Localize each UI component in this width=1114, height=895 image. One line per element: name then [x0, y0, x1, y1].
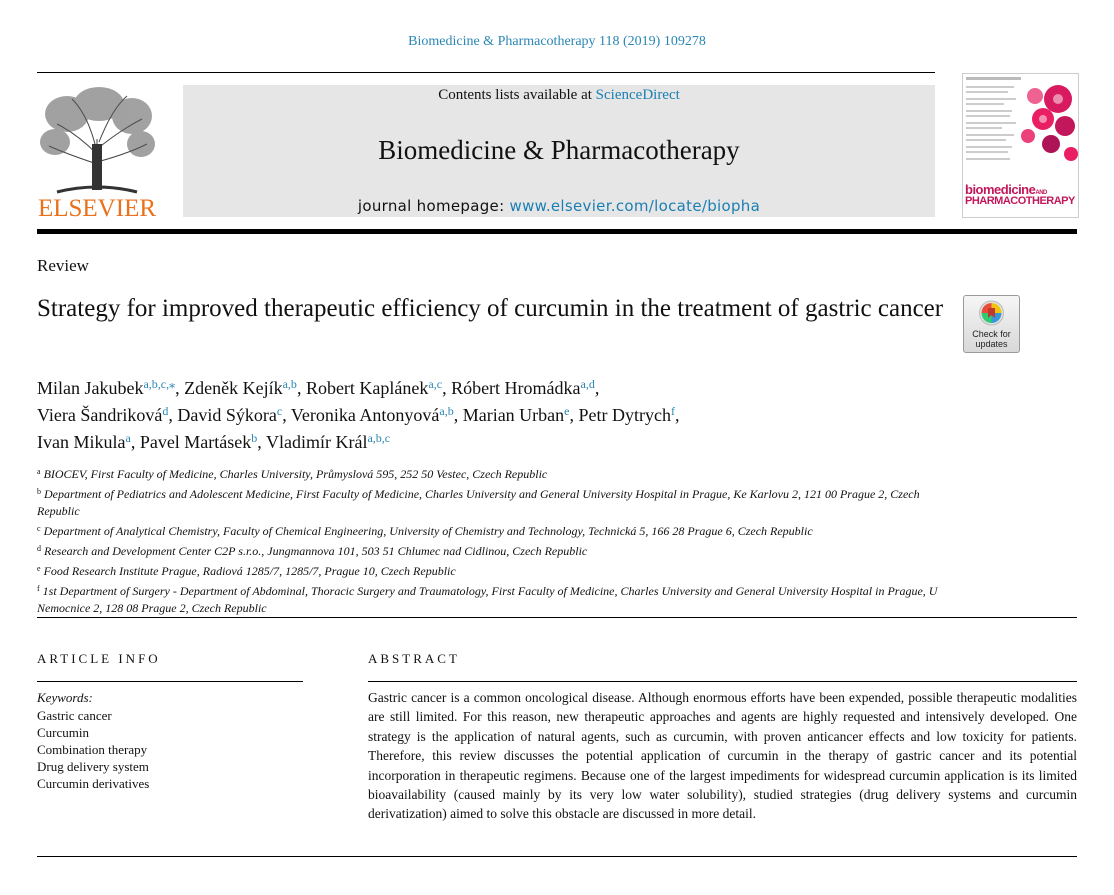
affiliation-list — [37, 463, 947, 617]
bottom-rule — [37, 856, 1077, 857]
homepage-link[interactable]: www.elsevier.com/locate/biopha — [509, 197, 761, 215]
author-name[interactable]: Veronika Antonyová — [290, 405, 440, 425]
article-info-heading: ARTICLE INFO — [37, 651, 161, 666]
author-affiliation-marks[interactable]: c — [276, 404, 283, 418]
article-info-rule — [37, 681, 303, 682]
author-list: Milan Jakubek$^{a,b,c,⁎}$, Zdeněk Kejík$^{a,b}$, Robert Kaplánek$^{a,c}$, Róbert Hromádka$^{a,d}$, Viera Šandriková$^d$, David Sýkora$^c$, Veronika Antonyová$^{a,b}$, Marian Urban$^e$, Petr Dytrych$^f$, Ivan Mikula$^a$, Pavel Martásek$^b$, Vladimír Král$^{a,b,c}$ — [37, 377, 680, 452]
abstract-rule — [368, 681, 1077, 682]
affiliation-text: Food Research Institute Prague, Radiová 1285/7, 1285/7, Prague 10, Czech Republic — [40, 564, 456, 578]
author-name[interactable]: Pavel Martásek — [139, 432, 252, 452]
cover-title-2: PHARMACOTHERAPY — [965, 195, 1075, 207]
author-affiliation-marks[interactable]: a — [125, 431, 131, 445]
affiliation-text: Department of Pediatrics and Adolescent Medicine, First Faculty of Medicine, Charles University and General University Hospital in Prague, Ke Karlovu 2, 121 00 Prague 2, Czech Republic — [37, 487, 920, 518]
author-affiliation-marks[interactable]: f — [670, 404, 675, 418]
author-name[interactable]: Robert Kaplánek — [305, 378, 429, 398]
author-affiliation-marks[interactable]: a,b,c,⁎ — [143, 377, 176, 391]
journal-title: Biomedicine & Pharmacotherapy — [378, 135, 740, 165]
crossmark-label: Check for updates — [972, 329, 1011, 349]
publisher-name: ELSEVIER — [37, 195, 157, 222]
affiliation-text: Department of Analytical Chemistry, Faculty of Chemical Engineering, University of Chemistry and Technology, Technická 5, 166 28 Prague 6, Czech Republic — [40, 524, 813, 538]
author-affiliation-marks[interactable]: a,d — [580, 377, 595, 391]
affiliation-item — [37, 463, 947, 483]
affiliation-item — [37, 483, 947, 520]
journal-cover-image[interactable] — [962, 73, 1079, 218]
keyword-item: Drug delivery system — [37, 759, 149, 774]
affiliation-item — [37, 560, 947, 580]
header-thick-rule — [37, 229, 1077, 234]
check-for-updates-button[interactable] — [963, 295, 1020, 353]
author-affiliation-marks[interactable]: a,b — [282, 377, 297, 391]
author-name[interactable]: Viera Šandriková — [37, 405, 163, 425]
cover-title-1: biomedicineAND — [965, 182, 1047, 197]
author-name[interactable]: Ivan Mikula — [37, 432, 126, 452]
author-name[interactable]: Vladimír Král — [265, 432, 368, 452]
keyword-item: Gastric cancer — [37, 708, 112, 723]
author-name[interactable]: Marian Urban — [462, 405, 565, 425]
affiliation-text: BIOCEV, First Faculty of Medicine, Charles University, Průmyslová 595, 252 50 Vestec, Czech Republic — [40, 467, 548, 481]
author-affiliation-marks[interactable]: d — [162, 404, 169, 418]
article-type: Review — [37, 256, 89, 275]
homepage-prefix: journal homepage: — [357, 197, 510, 215]
affiliation-label: c — [37, 524, 41, 533]
journal-reference[interactable]: Biomedicine & Pharmacotherapy 118 (2019) 109278 — [408, 34, 706, 49]
affiliation-text: 1st Department of Surgery - Department of Abdominal, Thoracic Surgery and Traumatology, First Faculty of Medicine, Charles University and General University Hospital in Prague, U Nemocnice 2, 128 08 Prague 2, Czech Republic — [37, 584, 938, 615]
affiliation-text: Research and Development Center C2P s.r.o., Jungmannova 101, 503 51 Chlumec nad Cidlinou, Czech Republic — [41, 544, 588, 558]
article-title: Strategy for improved therapeutic efficiency of curcumin in the treatment of gastric cancer — [37, 295, 944, 322]
keyword-item: Curcumin derivatives — [37, 776, 150, 791]
affiliation-label: d — [37, 544, 41, 553]
abstract-text: Gastric cancer is a common oncological disease. Although enormous efforts have been expended, possible therapeutic modalities are still limited. For this reason, new therapeutic approaches and agents are highly requested and intensively developed. One strategy is the application of natural agents, such as curcumin, with proven anticancer effects and low toxicity for patients. Therefore, this review discusses the potential application of curcumin in the therapy of gastric cancer and its potential incorporation in therapeutic regimens. Because one of the largest impediments for widespread curcumin application is its limited bioavailability (caused mainly by its very low water solubility), studied strategies (drug delivery systems and curcumin derivatization) aimed to solve this obstacle are discussed in more detail. — [368, 690, 1077, 822]
keyword-list — [37, 707, 149, 792]
affiliation-item — [37, 520, 947, 540]
keyword-item: Curcumin — [37, 725, 89, 740]
contents-line — [183, 87, 935, 104]
author-affiliation-marks[interactable]: a,b — [439, 404, 454, 418]
section-rule — [37, 617, 1077, 618]
crossmark-icon — [964, 296, 1019, 330]
affiliation-label: f — [37, 584, 40, 593]
author-affiliation-marks[interactable]: b — [251, 431, 258, 445]
contents-prefix: Contents lists available at — [438, 87, 596, 103]
author-name[interactable]: Milan Jakubek — [37, 378, 144, 398]
top-rule — [37, 72, 935, 73]
author-affiliation-marks[interactable]: a,c — [428, 377, 443, 391]
affiliation-label: a — [37, 467, 41, 476]
affiliation-item — [37, 580, 947, 617]
affiliation-label: b — [37, 487, 41, 496]
author-name[interactable]: Zdeněk Kejík — [184, 378, 283, 398]
affiliation-item — [37, 540, 947, 560]
abstract-heading: ABSTRACT — [368, 651, 460, 666]
author-name[interactable]: David Sýkora — [177, 405, 277, 425]
journal-header-box — [183, 85, 935, 217]
keywords-label: Keywords: — [37, 690, 93, 705]
author-affiliation-marks[interactable]: e — [564, 404, 570, 418]
author-affiliation-marks[interactable]: a,b,c — [367, 431, 391, 445]
keyword-item: Combination therapy — [37, 742, 148, 757]
affiliation-label: e — [37, 564, 41, 573]
author-name[interactable]: Petr Dytrych — [578, 405, 671, 425]
homepage-line — [183, 197, 935, 215]
author-name[interactable]: Róbert Hromádka — [451, 378, 581, 398]
sciencedirect-link[interactable]: ScienceDirect — [595, 87, 680, 103]
